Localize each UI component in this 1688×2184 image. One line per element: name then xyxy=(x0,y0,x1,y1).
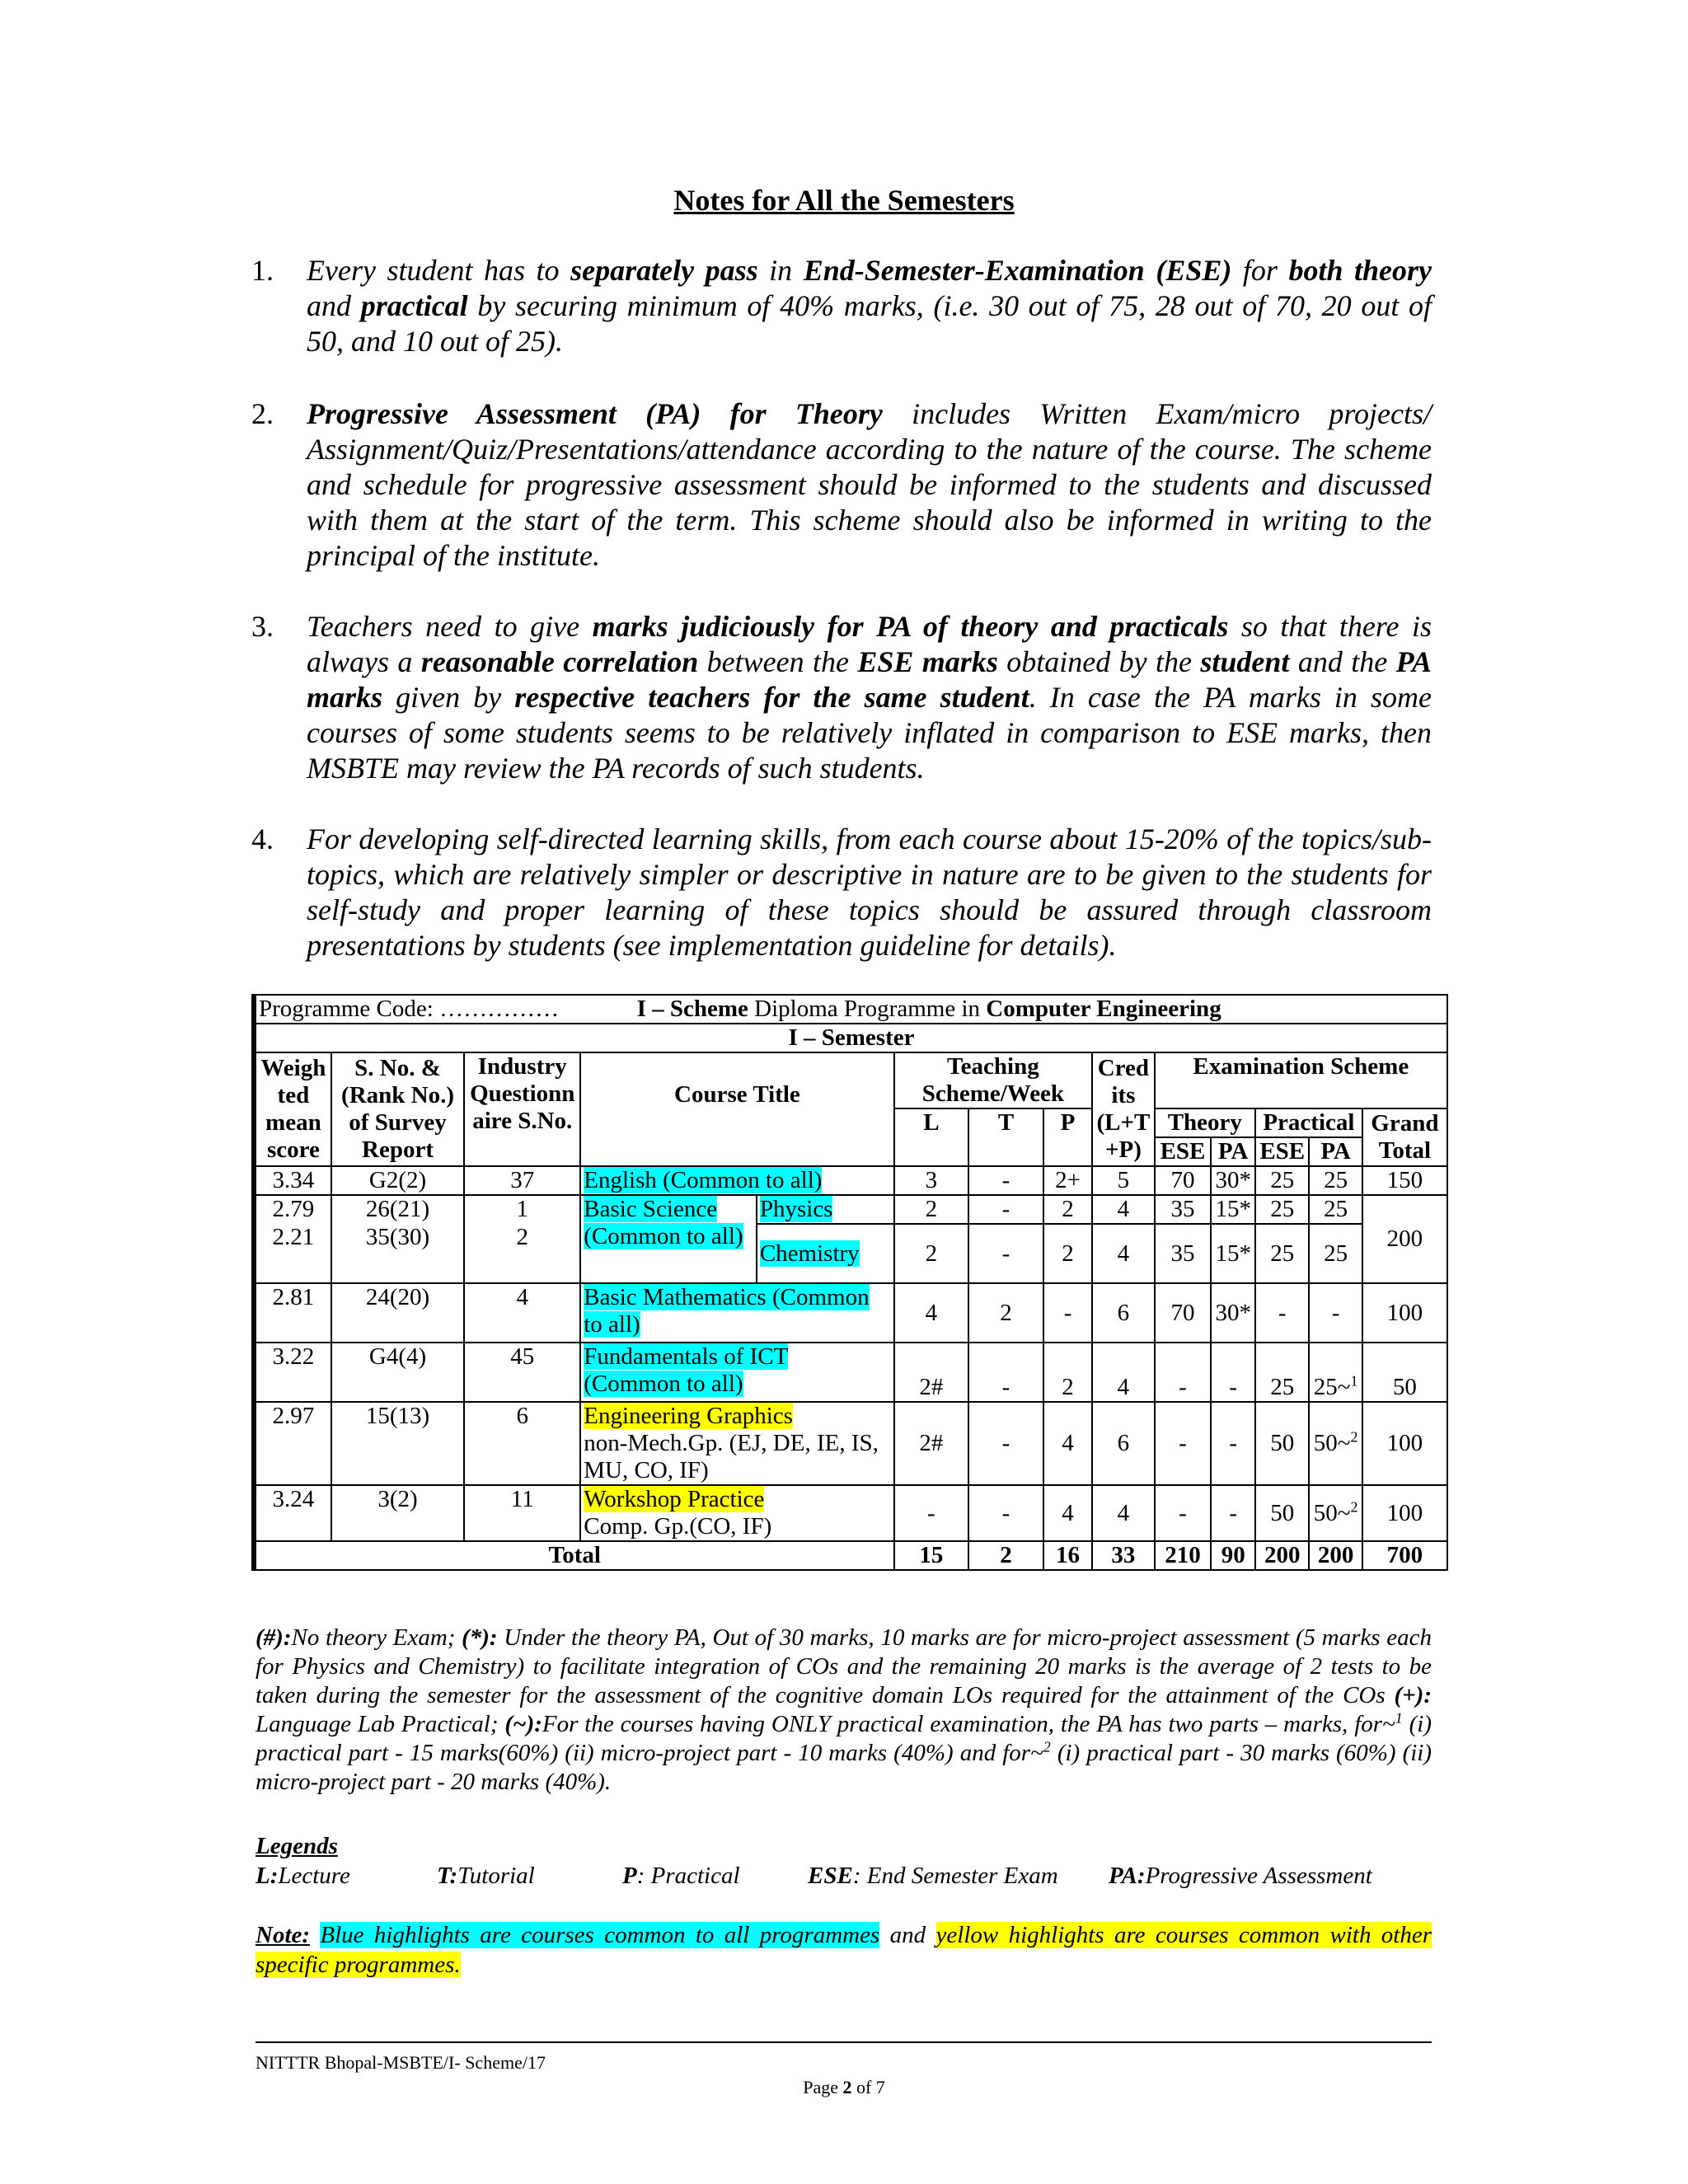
theory-ese: - xyxy=(1155,1343,1212,1402)
yellow-highlight-text: yellow highlights are courses common with other specific programmes. xyxy=(256,1922,1432,1978)
legends-title: Legends xyxy=(256,1833,338,1859)
survey-sno: G4(4) xyxy=(331,1343,465,1402)
lecture-hours: 2 xyxy=(894,1224,969,1283)
industry-sno: 1 xyxy=(464,1195,580,1224)
subject-cell xyxy=(757,1195,894,1224)
header-row-1 xyxy=(254,1052,1447,1108)
header-p: P xyxy=(1043,1108,1092,1166)
practical-pa: 25 xyxy=(1309,1166,1362,1195)
note-text: Progressive Assessment (PA) for Theory includes Written Exam/micro projects/ Assignment/Quiz/Presentations/attendance according to the nature of the course. The scheme and schedule for progressive assessment should be informed to the students and discussed with them at the start of the term. This scheme should also be informed in writing to the principal of the institute. xyxy=(307,397,1432,572)
grand-total: 50 xyxy=(1362,1343,1447,1402)
practical-pa-value: 50~ xyxy=(1313,1430,1351,1456)
course-title xyxy=(580,1402,893,1485)
table-row xyxy=(254,1166,1447,1195)
legends xyxy=(256,1831,1432,1891)
note-text: Teachers need to give marks judiciously for PA of theory and practicals so that there is always a reasonable correlation between the ESE marks obtained by the student and the PA marks given by respective teachers for the same student. In case the PA marks in some courses of some students seems to be relatively inflated in comparison to ESE marks, then MSBTE may review the PA records of such students. xyxy=(307,610,1432,785)
note-number: 4. xyxy=(251,823,274,855)
weighted-score: 3.24 xyxy=(254,1485,331,1541)
total-practical: 16 xyxy=(1043,1541,1092,1570)
credits: 4 xyxy=(1092,1224,1154,1283)
industry-sno: 6 xyxy=(464,1402,580,1485)
note-conjunction: and xyxy=(889,1922,926,1948)
practical-ese: - xyxy=(1255,1283,1309,1343)
theory-ese: - xyxy=(1155,1402,1212,1485)
grand-total: 200 xyxy=(1362,1195,1447,1283)
header-t: T xyxy=(968,1108,1043,1166)
practical-pa xyxy=(1309,1485,1362,1541)
tutorial-hours: - xyxy=(968,1343,1043,1402)
weighted-score: 2.21 xyxy=(254,1224,331,1283)
table-footnote: (#):No theory Exam; (*): Under the theory PA, Out of 30 marks, 10 marks are for micro-project assessment (5 marks each for Physics and Chemistry) to facilitate integration of COs and the remaining 20 marks is the average of 2 tests to be taken during the semester for the assessment of the cognitive domain LOs required for the attainment of the COs (+): Language Lab Practical; (~):For the courses having ONLY practical examination, the PA has two parts – marks, for~$^1$ (i) practical part - 15 marks(60%) (ii) micro-project part - 10 marks (40%) and for~$^2$ (i) practical part - 30 marks (60%) (ii) micro-project part - 20 marks (40%). xyxy=(256,1624,1432,1795)
highlight-note xyxy=(256,1920,1432,1980)
theory-pa: 30* xyxy=(1211,1283,1255,1343)
tutorial-hours: - xyxy=(968,1195,1043,1224)
programme-code: Programme Code: …………… xyxy=(259,996,560,1022)
practical-pa-value: 50~ xyxy=(1313,1499,1351,1526)
industry-sno: 4 xyxy=(464,1283,580,1343)
course-title xyxy=(580,1283,893,1343)
page-title: Notes for All the Semesters xyxy=(673,184,1015,217)
practical-hours: 2 xyxy=(1043,1224,1092,1283)
header-practical-ese: ESE xyxy=(1255,1137,1309,1166)
practical-hours: 2 xyxy=(1043,1195,1092,1224)
legend-pa: PA:Progressive Assessment xyxy=(1109,1863,1372,1889)
course-title xyxy=(580,1485,893,1541)
subject-name: Physics xyxy=(759,1196,833,1222)
header-course-title: Course Title xyxy=(580,1052,893,1166)
total-label: Total xyxy=(254,1541,894,1570)
practical-ese: 50 xyxy=(1255,1485,1309,1541)
lecture-hours: 2# xyxy=(894,1402,969,1485)
page-number: Page 2 of 7 xyxy=(803,2077,885,2097)
header-theory-pa: PA xyxy=(1211,1137,1255,1166)
credits: 4 xyxy=(1092,1485,1154,1541)
note-label: Note: xyxy=(256,1922,311,1948)
lecture-hours: 2# xyxy=(894,1343,969,1402)
legend-tutorial: T:Tutorial xyxy=(437,1863,535,1889)
semester-row xyxy=(254,1024,1447,1052)
programme-text: Diploma Programme in xyxy=(754,996,980,1022)
header-grand-total: Grand Total xyxy=(1362,1108,1447,1166)
weighted-score: 3.34 xyxy=(254,1166,331,1195)
table-row xyxy=(254,1195,1447,1224)
practical-ese: 25 xyxy=(1255,1343,1309,1402)
scheme-table xyxy=(251,994,1448,1571)
programme-row xyxy=(254,995,1447,1024)
note-number: 1. xyxy=(251,254,274,287)
total-credits: 33 xyxy=(1092,1541,1154,1570)
practical-hours: 4 xyxy=(1043,1402,1092,1485)
legend-ese: ESE: End Semester Exam xyxy=(808,1863,1058,1889)
survey-sno: 26(21) xyxy=(331,1195,465,1224)
header-industry-sno: Industry Questionn aire S.No. xyxy=(464,1052,580,1166)
course-name: Workshop Practice xyxy=(584,1486,765,1512)
grand-total: 100 xyxy=(1362,1283,1447,1343)
programme-name: Computer Engineering xyxy=(986,996,1221,1022)
header-weighted-score: Weigh ted mean score xyxy=(254,1052,331,1166)
course-name: English (Common to all) xyxy=(584,1167,823,1193)
survey-sno: 35(30) xyxy=(331,1224,465,1283)
weighted-score: 2.81 xyxy=(254,1283,331,1343)
header-teaching-scheme: Teaching Scheme/Week xyxy=(894,1052,1093,1108)
theory-pa: - xyxy=(1211,1402,1255,1485)
footnote-marker: 2 xyxy=(1350,1428,1358,1446)
practical-ese: 25 xyxy=(1255,1195,1309,1224)
practical-hours: - xyxy=(1043,1283,1092,1343)
tutorial-hours: - xyxy=(968,1166,1043,1195)
practical-pa: 25 xyxy=(1309,1224,1362,1283)
industry-sno: 37 xyxy=(464,1166,580,1195)
survey-sno: G2(2) xyxy=(331,1166,465,1195)
weighted-score: 3.22 xyxy=(254,1343,331,1402)
course-group: non-Mech.Gp. (EJ, DE, IE, IS, MU, CO, IF) xyxy=(584,1430,879,1483)
theory-ese: - xyxy=(1155,1485,1212,1541)
survey-sno: 3(2) xyxy=(331,1485,465,1541)
note-text: For developing self-directed learning skills, from each course about 15-20% of the topics/sub-topics, which are relatively simpler or descriptive in nature are to be given to the students for self-study and proper learning of these topics should be assured through classroom presentations by students (see implementation guideline for details). xyxy=(307,823,1432,962)
subject-cell xyxy=(757,1224,894,1283)
table-row xyxy=(254,1485,1447,1541)
header-practical-pa: PA xyxy=(1309,1137,1362,1166)
tutorial-hours: 2 xyxy=(968,1283,1043,1343)
footnote-marker: 2 xyxy=(1350,1497,1358,1515)
header-exam-scheme: Examination Scheme xyxy=(1155,1052,1447,1108)
note-item-3 xyxy=(251,609,1432,786)
practical-pa xyxy=(1309,1402,1362,1485)
practical-pa-value: 25~ xyxy=(1313,1374,1351,1400)
practical-hours: 2 xyxy=(1043,1343,1092,1402)
lecture-hours: 3 xyxy=(894,1166,969,1195)
theory-pa: - xyxy=(1211,1343,1255,1402)
course-title xyxy=(580,1195,757,1283)
total-row xyxy=(254,1541,1447,1570)
weighted-score: 2.97 xyxy=(254,1402,331,1485)
theory-ese: 70 xyxy=(1155,1283,1212,1343)
total-practical-pa: 200 xyxy=(1309,1541,1362,1570)
table-row xyxy=(254,1343,1447,1402)
note-number: 3. xyxy=(251,610,274,643)
header-credits: Cred its (L+T +P) xyxy=(1092,1052,1154,1166)
credits: 6 xyxy=(1092,1402,1154,1485)
theory-ese: 35 xyxy=(1155,1224,1212,1283)
total-tutorial: 2 xyxy=(968,1541,1043,1570)
practical-pa: 25 xyxy=(1309,1195,1362,1224)
credits: 6 xyxy=(1092,1283,1154,1343)
course-title xyxy=(580,1166,893,1195)
total-practical-ese: 200 xyxy=(1255,1541,1309,1570)
tutorial-hours: - xyxy=(968,1402,1043,1485)
course-name: Engineering Graphics xyxy=(584,1403,793,1429)
theory-pa: 15* xyxy=(1211,1224,1255,1283)
header-l: L xyxy=(894,1108,969,1166)
table-row xyxy=(254,1402,1447,1485)
footer-reference: NITTTR Bhopal-MSBTE/I- Scheme/17 xyxy=(256,2052,546,2073)
practical-hours: 2+ xyxy=(1043,1166,1092,1195)
credits: 5 xyxy=(1092,1166,1154,1195)
course-name: Basic Science (Common to all) xyxy=(584,1196,743,1249)
lecture-hours: - xyxy=(894,1485,969,1541)
practical-pa: - xyxy=(1309,1283,1362,1343)
practical-pa xyxy=(1309,1343,1362,1402)
tutorial-hours: - xyxy=(968,1224,1043,1283)
note-item-4 xyxy=(251,822,1432,963)
subject-name: Chemistry xyxy=(759,1240,860,1267)
credits: 4 xyxy=(1092,1343,1154,1402)
footer-divider xyxy=(256,2041,1432,2043)
survey-sno: 15(13) xyxy=(331,1402,465,1485)
course-title xyxy=(580,1343,893,1402)
course-group: Comp. Gp.(CO, IF) xyxy=(584,1513,772,1540)
industry-sno: 45 xyxy=(464,1343,580,1402)
practical-hours: 4 xyxy=(1043,1485,1092,1541)
scheme-label: I – Scheme xyxy=(636,996,748,1022)
note-item-2 xyxy=(251,396,1432,574)
industry-sno: 2 xyxy=(464,1224,580,1283)
survey-sno: 24(20) xyxy=(331,1283,465,1343)
lecture-hours: 4 xyxy=(894,1283,969,1343)
header-theory-ese: ESE xyxy=(1155,1137,1212,1166)
practical-ese: 25 xyxy=(1255,1224,1309,1283)
total-lecture: 15 xyxy=(894,1541,969,1570)
total-theory-pa: 90 xyxy=(1211,1541,1255,1570)
legend-practical: P: Practical xyxy=(622,1863,740,1889)
industry-sno: 11 xyxy=(464,1485,580,1541)
course-name: Basic Mathematics (Common to all) xyxy=(584,1284,870,1338)
footnote-marker: 1 xyxy=(1350,1372,1358,1390)
header-practical: Practical xyxy=(1255,1108,1362,1137)
theory-pa: 30* xyxy=(1211,1166,1255,1195)
credits: 4 xyxy=(1092,1195,1154,1224)
table-row xyxy=(254,1283,1447,1343)
total-grand: 700 xyxy=(1362,1541,1447,1570)
note-number: 2. xyxy=(251,397,274,430)
practical-ese: 50 xyxy=(1255,1402,1309,1485)
semester-label: I – Semester xyxy=(254,1024,1447,1052)
table-row xyxy=(254,1224,1447,1283)
practical-ese: 25 xyxy=(1255,1166,1309,1195)
legend-lecture: L:Lecture xyxy=(256,1863,350,1889)
theory-pa: - xyxy=(1211,1485,1255,1541)
grand-total: 100 xyxy=(1362,1485,1447,1541)
blue-highlight-text: Blue highlights are courses common to all programmes xyxy=(320,1922,880,1948)
theory-ese: 35 xyxy=(1155,1195,1212,1224)
note-text: Every student has to separately pass in End-Semester-Examination (ESE) for both theory and practical by securing minimum of 40% marks, (i.e. 30 out of 75, 28 out of 70, 20 out of 50, and 10 out of 25). xyxy=(307,254,1432,358)
tutorial-hours: - xyxy=(968,1485,1043,1541)
note-item-1 xyxy=(251,253,1432,359)
grand-total: 100 xyxy=(1362,1402,1447,1485)
course-name: Fundamentals of ICT (Common to all) xyxy=(584,1343,789,1397)
header-theory: Theory xyxy=(1155,1108,1255,1137)
theory-pa: 15* xyxy=(1211,1195,1255,1224)
header-survey-sno: S. No. & (Rank No.) of Survey Report xyxy=(331,1052,465,1166)
weighted-score: 2.79 xyxy=(254,1195,331,1224)
theory-ese: 70 xyxy=(1155,1166,1212,1195)
lecture-hours: 2 xyxy=(894,1195,969,1224)
total-theory-ese: 210 xyxy=(1155,1541,1212,1570)
grand-total: 150 xyxy=(1362,1166,1447,1195)
legends-row xyxy=(256,1861,1432,1891)
